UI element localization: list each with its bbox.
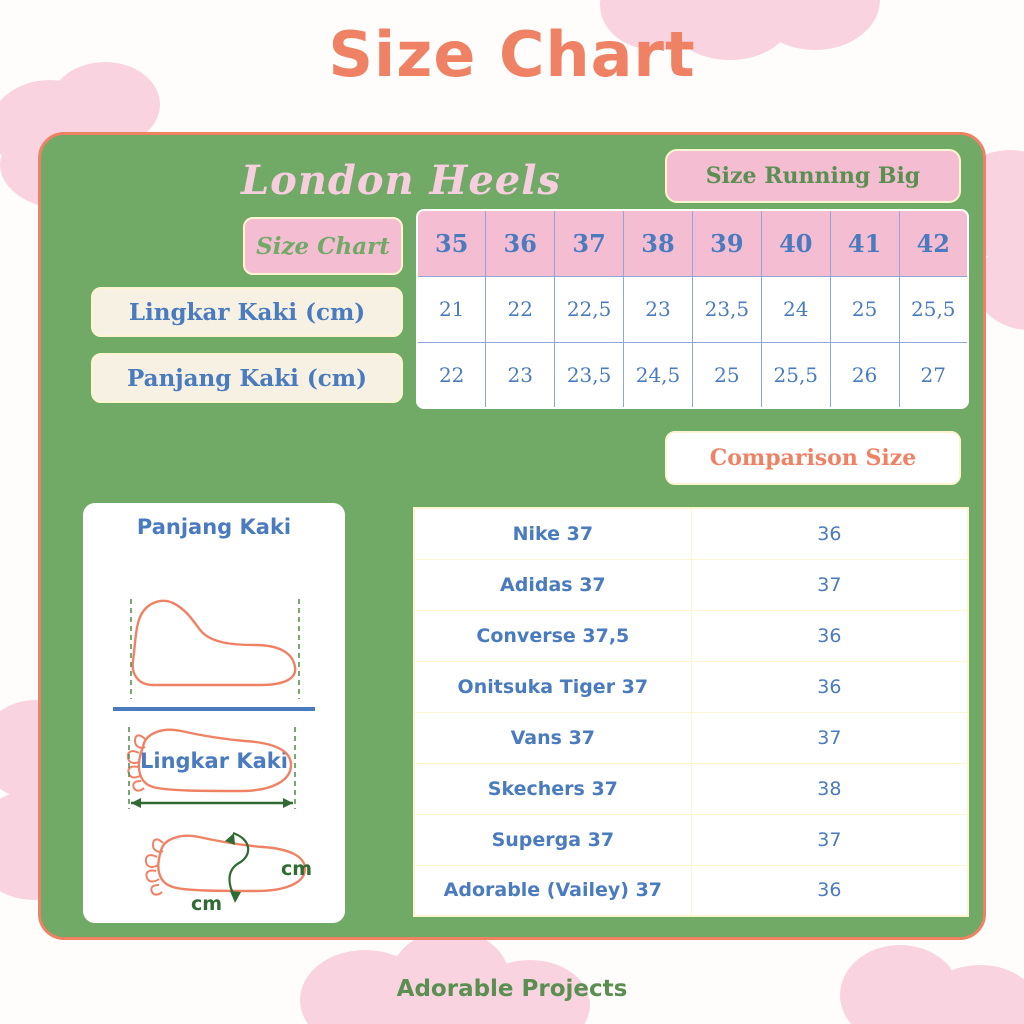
size-value-cell: 24,5	[624, 342, 693, 408]
comparison-size-cell: 37	[691, 814, 968, 865]
comparison-brand-cell: Nike 37	[414, 508, 691, 559]
row-label-panjang-kaki: Panjang Kaki (cm)	[91, 353, 403, 403]
size-header-cell: 42	[899, 210, 968, 276]
size-value-cell: 25,5	[761, 342, 830, 408]
brand-name: London Heels	[241, 157, 561, 204]
comparison-brand-cell: Onitsuka Tiger 37	[414, 661, 691, 712]
table-row	[414, 508, 968, 559]
size-value-cell: 27	[899, 342, 968, 408]
table-row	[414, 865, 968, 916]
table-row	[414, 559, 968, 610]
row-label-lingkar-kaki: Lingkar Kaki (cm)	[91, 287, 403, 337]
size-value-cell: 26	[830, 342, 899, 408]
table-row	[414, 610, 968, 661]
comparison-table	[413, 507, 969, 917]
size-header-cell: 38	[624, 210, 693, 276]
size-header-cell: 35	[417, 210, 486, 276]
size-header-cell: 40	[761, 210, 830, 276]
size-header-cell: 41	[830, 210, 899, 276]
comparison-size-cell: 37	[691, 712, 968, 763]
comparison-size-cell: 36	[691, 508, 968, 559]
size-value-cell: 22	[486, 276, 555, 342]
comparison-size-cell: 36	[691, 865, 968, 916]
illustration-caption-circumference: Lingkar Kaki	[140, 749, 288, 773]
comparison-size-cell: 36	[691, 661, 968, 712]
table-row	[417, 276, 968, 342]
table-row	[414, 712, 968, 763]
size-table	[416, 209, 969, 409]
table-row	[414, 661, 968, 712]
size-header-cell: 36	[486, 210, 555, 276]
comparison-brand-cell: Superga 37	[414, 814, 691, 865]
unit-label-length: cm	[281, 858, 313, 880]
table-row	[414, 763, 968, 814]
measurement-illustration-card	[83, 503, 345, 923]
size-header-cell: 39	[692, 210, 761, 276]
size-value-cell: 22	[417, 342, 486, 408]
size-chart-corner-label: Size Chart	[243, 217, 403, 275]
table-row	[417, 342, 968, 408]
size-value-cell: 23	[486, 342, 555, 408]
size-value-cell: 23,5	[555, 342, 624, 408]
size-value-cell: 21	[417, 276, 486, 342]
comparison-size-title: Comparison Size	[665, 431, 961, 485]
comparison-brand-cell: Vans 37	[414, 712, 691, 763]
footer-brand: Adorable Projects	[396, 976, 628, 1002]
illustration-caption-length: Panjang Kaki	[136, 515, 292, 539]
size-value-cell: 24	[761, 276, 830, 342]
comparison-brand-cell: Adidas 37	[414, 559, 691, 610]
unit-label-circumference: cm	[191, 893, 223, 915]
page-title: Size Chart	[328, 18, 696, 91]
comparison-brand-cell: Adorable (Vailey) 37	[414, 865, 691, 916]
comparison-brand-cell: Converse 37,5	[414, 610, 691, 661]
size-value-cell: 25,5	[899, 276, 968, 342]
comparison-size-cell: 36	[691, 610, 968, 661]
size-header-cell: 37	[555, 210, 624, 276]
size-value-cell: 22,5	[555, 276, 624, 342]
table-row	[414, 814, 968, 865]
size-value-cell: 23	[624, 276, 693, 342]
comparison-size-cell: 37	[691, 559, 968, 610]
comparison-size-cell: 38	[691, 763, 968, 814]
comparison-brand-cell: Skechers 37	[414, 763, 691, 814]
size-table-header-row	[417, 210, 968, 276]
size-value-cell: 25	[830, 276, 899, 342]
size-running-big-badge: Size Running Big	[665, 149, 961, 203]
main-panel	[38, 132, 986, 940]
size-value-cell: 25	[692, 342, 761, 408]
size-value-cell: 23,5	[692, 276, 761, 342]
